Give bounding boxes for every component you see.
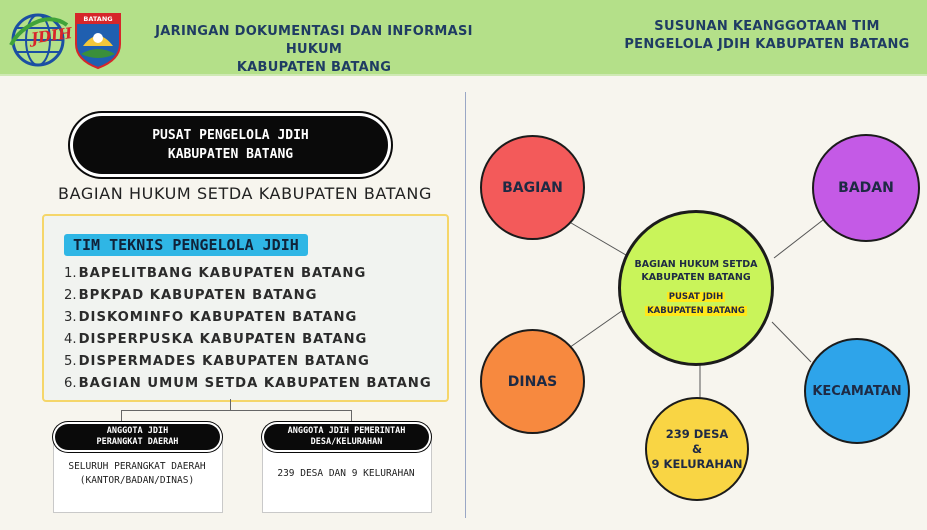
member1-head-line2: PERANGKAT DAERAH bbox=[96, 437, 179, 447]
member2-body-line1: 239 DESA DAN 9 KELURAHAN bbox=[277, 468, 415, 479]
node-desa-line2: & bbox=[691, 441, 703, 456]
header-right-title-line1: SUSUNAN KEANGGOTAAN TIM bbox=[654, 19, 880, 34]
node-desa-line3: 9 KELURAHAN bbox=[651, 456, 743, 471]
header-right-title bbox=[618, 18, 916, 54]
team-item: 2. BPKPAD KABUPATEN BATANG bbox=[64, 288, 318, 303]
node-kecamatan-label: KECAMATAN bbox=[812, 383, 902, 399]
center-title-pill bbox=[73, 116, 388, 174]
connector-line bbox=[121, 410, 122, 424]
center-node-line1: BAGIAN HUKUM SETDA bbox=[634, 259, 758, 270]
team-item: 1. BAPELITBANG KABUPATEN BATANG bbox=[64, 266, 367, 281]
jdih-globe-logo bbox=[9, 11, 74, 69]
member1-head-line1: ANGGOTA JDIH bbox=[106, 426, 169, 436]
team-item: 5. DISPERMADES KABUPATEN BATANG bbox=[64, 354, 370, 369]
center-node-highlight1: PUSAT JDIH bbox=[668, 292, 724, 302]
team-title: TIM TEKNIS PENGELOLA JDIH bbox=[64, 234, 308, 256]
header-left-title-line1: JARINGAN DOKUMENTASI DAN INFORMASI HUKUM bbox=[155, 24, 473, 57]
member1-body-line1: SELURUH PERANGKAT DAERAH bbox=[68, 461, 206, 472]
member-head-desa-kelurahan bbox=[264, 424, 429, 450]
center-node-highlight2: KABUPATEN BATANG bbox=[647, 306, 745, 316]
node-center bbox=[618, 210, 774, 366]
node-desa-line1: 239 DESA bbox=[665, 426, 729, 441]
member1-body-line2: (KANTOR/BADAN/DINAS) bbox=[79, 475, 195, 486]
node-kecamatan bbox=[804, 338, 910, 444]
batang-logo-text: BATANG bbox=[83, 15, 113, 23]
center-title-line2: KABUPATEN BATANG bbox=[167, 147, 294, 162]
member-head-perangkat-daerah bbox=[55, 424, 220, 450]
member2-head-line2: DESA/KELURAHAN bbox=[310, 437, 383, 447]
team-item: 3. DISKOMINFO KABUPATEN BATANG bbox=[64, 310, 358, 325]
center-subtitle: BAGIAN HUKUM SETDA KABUPATEN BATANG bbox=[58, 184, 432, 203]
member2-body bbox=[262, 467, 430, 481]
jdih-logo-text: JDIH bbox=[29, 23, 74, 48]
connector-line bbox=[351, 410, 352, 424]
connector-kecamatan bbox=[772, 322, 811, 362]
center-node-line2: KABUPATEN BATANG bbox=[641, 272, 751, 283]
center-title-line1: PUSAT PENGELOLA JDIH bbox=[152, 128, 309, 143]
connector-bagian bbox=[566, 220, 626, 255]
node-dinas-label: DINAS bbox=[507, 373, 558, 390]
connector-dinas bbox=[566, 308, 626, 350]
header-left-title bbox=[128, 23, 500, 77]
header-right-title-line2: PENGELOLA JDIH KABUPATEN BATANG bbox=[624, 37, 910, 52]
node-badan bbox=[812, 134, 920, 242]
node-bagian-label: BAGIAN bbox=[502, 179, 563, 196]
connector-badan bbox=[774, 220, 823, 258]
member1-body bbox=[53, 460, 221, 488]
node-badan-label: BADAN bbox=[838, 180, 894, 196]
node-desa bbox=[645, 397, 749, 501]
connector-line bbox=[121, 410, 352, 411]
batang-crest-logo bbox=[73, 10, 123, 70]
node-dinas bbox=[480, 329, 585, 434]
header-left-title-line2: KABUPATEN BATANG bbox=[236, 60, 392, 75]
member2-head-line1: ANGGOTA JDIH PEMERINTAH bbox=[287, 426, 406, 436]
node-bagian bbox=[480, 135, 585, 240]
team-item: 6. BAGIAN UMUM SETDA KABUPATEN BATANG bbox=[64, 376, 432, 391]
team-item: 4. DISPERPUSKA KABUPATEN BATANG bbox=[64, 332, 368, 347]
